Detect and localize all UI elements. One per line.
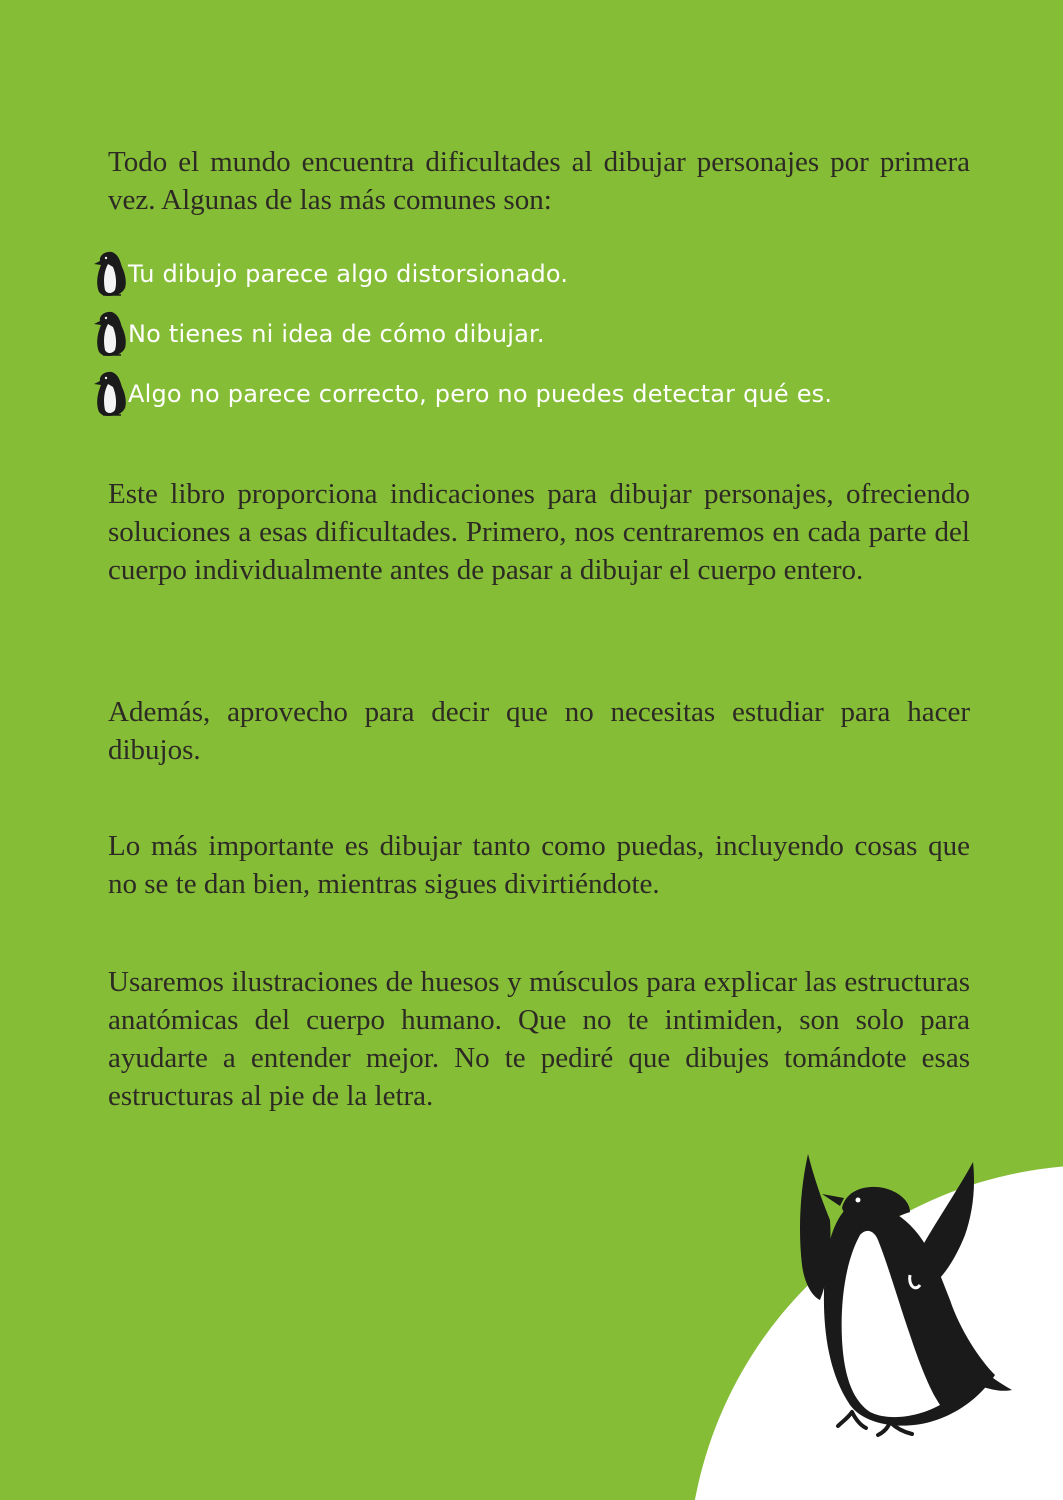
penguin-icon bbox=[90, 308, 130, 358]
no-study-paragraph: Además, aprovecho para decir que no necesitas estudiar para hacer dibujos. bbox=[108, 696, 970, 766]
difficulty-text: No tienes ni idea de cómo dibujar. bbox=[128, 320, 545, 348]
penguin-icon bbox=[90, 248, 130, 298]
penguin-illustration bbox=[780, 1150, 1030, 1440]
anatomy-paragraph: Usaremos ilustraciones de huesos y músculos para explicar las estructuras anatómicas del cuerpo humano. Que no te intimiden, son solo para ayudarte a entender mejor. No te pediré que dibujes tomándote esas estructuras al pie de la letra. bbox=[108, 966, 970, 1112]
list-item bbox=[90, 364, 990, 424]
list-item bbox=[90, 304, 990, 364]
most-important-paragraph: Lo más importante es dibujar tanto como puedas, incluyendo cosas que no se te dan bien, mientras sigues divirtiéndote. bbox=[108, 830, 970, 900]
list-item bbox=[90, 244, 990, 304]
difficulty-text: Tu dibujo parece algo distorsionado. bbox=[128, 260, 569, 288]
penguin-icon bbox=[90, 368, 130, 418]
book-purpose-paragraph: Este libro proporciona indicaciones para dibujar personajes, ofreciendo soluciones a esas dificultades. Primero, nos centraremos en cada parte del cuerpo individualmente antes de pasar a dibujar el cuerpo entero. bbox=[108, 478, 970, 586]
intro-paragraph: Todo el mundo encuentra dificultades al dibujar personajes por primera vez. Algunas de las más comunes son: bbox=[108, 146, 970, 216]
difficulties-list bbox=[90, 244, 990, 424]
difficulty-text: Algo no parece correcto, pero no puedes detectar qué es. bbox=[128, 380, 833, 408]
